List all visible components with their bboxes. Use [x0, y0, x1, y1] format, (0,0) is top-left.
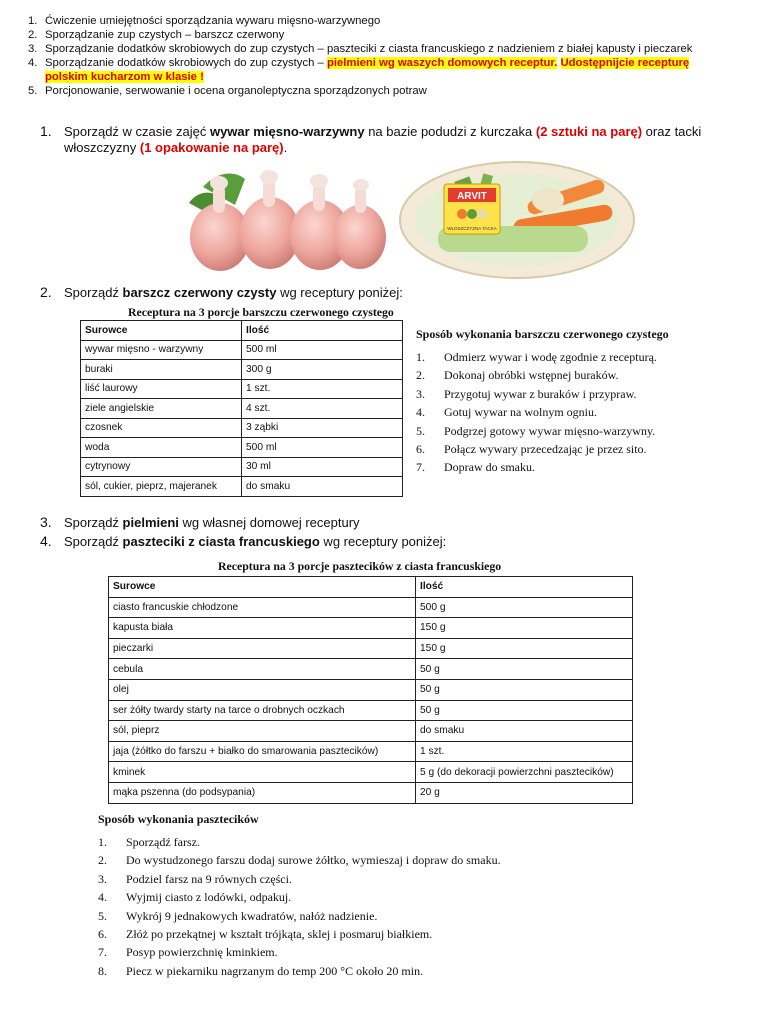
table-row	[109, 597, 633, 618]
task-text: wg receptury poniżej:	[319, 534, 447, 549]
quantity-cell: 50 g	[416, 679, 633, 700]
ingredient-cell: wywar mięsno - warzywny	[81, 340, 242, 360]
intro-item	[8, 84, 753, 98]
ingredient-cell: cytrynowy	[81, 457, 242, 477]
step-text: Wykrój 9 jednakowych kwadratów, nałóż nadzienie.	[126, 908, 378, 923]
step-text: Piecz w piekarniku nagrzanym do temp 200 °C około 20 min.	[126, 963, 424, 978]
ingredient-cell: liść laurowy	[81, 379, 242, 399]
task-number: 1.	[40, 123, 52, 139]
quantity-cell: 500 ml	[242, 340, 403, 360]
quantity-cell: 300 g	[242, 360, 403, 380]
quantity-cell: 150 g	[416, 638, 633, 659]
step-text: Złóż po przekątnej w kształt trójkąta, sklej i posmaruj białkiem.	[126, 927, 433, 942]
ingredient-cell: pieczarki	[109, 638, 416, 659]
task-number: 2.	[40, 284, 52, 300]
table-row	[109, 762, 633, 783]
step-text: Podziel farsz na 9 równych części.	[126, 871, 292, 886]
table-row	[109, 659, 633, 680]
task-text: Sporządź	[64, 285, 123, 300]
task-text: oraz tacki	[642, 124, 702, 139]
ingredient-cell: ciasto francuskie chłodzone	[109, 597, 416, 618]
method-step	[416, 422, 669, 440]
ingredient-cell: mąka pszenna (do podsypania)	[109, 782, 416, 803]
item-text: Ćwiczenie umiejętności sporządzania wywaru mięsno-warzywnego	[45, 15, 381, 27]
table-header-row	[109, 577, 633, 598]
ingredient-cell: czosnek	[81, 418, 242, 438]
task-2	[40, 284, 403, 301]
method-step	[98, 851, 501, 869]
step-number: 6.	[416, 442, 425, 457]
method-step	[416, 458, 669, 476]
task-red-note: (1 opakowanie na parę)	[139, 140, 284, 155]
item-number: 4.	[28, 57, 38, 69]
step-number: 8.	[98, 963, 107, 978]
step-text: Połącz wywary przecedzając je przez sito.	[444, 442, 647, 457]
table-row	[81, 438, 403, 458]
item-text: Sporządzanie dodatków skrobiowych do zup czystych – paszteciki z ciasta francuskiego z nadzieniem z białej kapusty i pieczarek	[45, 43, 693, 55]
step-number: 3.	[416, 386, 425, 401]
quantity-cell: 500 ml	[242, 438, 403, 458]
task-bold: paszteciki z ciasta francuskiego	[122, 534, 320, 549]
barszcz-method	[416, 327, 669, 477]
item-number: 2.	[28, 29, 38, 41]
table-row	[109, 700, 633, 721]
ingredient-cell: buraki	[81, 360, 242, 380]
table-row	[81, 457, 403, 477]
item-text: Sporządzanie zup czystych – barszcz czerwony	[45, 29, 285, 41]
intro-item	[8, 56, 753, 84]
method-step	[98, 907, 501, 925]
paszteciki-recipe-table	[108, 576, 633, 804]
step-text: Sporządź farsz.	[126, 835, 200, 849]
chicken-drumsticks-image	[175, 165, 390, 275]
task-bold: barszcz czerwony czysty	[122, 285, 277, 300]
quantity-cell: Ilość	[416, 577, 633, 598]
paszteciki-method	[98, 812, 501, 980]
table-row	[109, 679, 633, 700]
task-number: 3.	[40, 514, 52, 530]
item-number: 5.	[28, 85, 38, 97]
task-3	[40, 514, 360, 531]
ingredient-cell: Surowce	[81, 321, 242, 341]
method-step	[98, 925, 501, 943]
quantity-cell: 5 g (do dekoracji powierzchni pasztecików)	[416, 762, 633, 783]
task-number: 4.	[40, 533, 52, 549]
task-text: włoszczyzny	[64, 140, 140, 155]
table-row	[109, 721, 633, 742]
method-step	[416, 366, 669, 384]
quantity-cell: 50 g	[416, 700, 633, 721]
ingredient-cell: kapusta biała	[109, 618, 416, 639]
step-text: Dokonaj obróbki wstępnej buraków.	[444, 368, 619, 383]
barszcz-method-title: Sposób wykonania barszczu czerwonego czystego	[416, 327, 669, 341]
step-number: 1.	[98, 835, 107, 849]
highlighted-text: Udostępnijcie recepturę	[560, 57, 690, 69]
ingredient-cell: jaja (żółtko do farszu + białko do smarowania pasztecików)	[109, 741, 416, 762]
step-text: Przygotuj wywar z buraków i przypraw.	[444, 386, 637, 401]
step-text: Podgrzej gotowy wywar mięsno-warzywny.	[444, 423, 656, 438]
task-text: Sporządź w czasie zajęć	[64, 124, 210, 139]
item-text	[45, 56, 753, 84]
highlighted-text: polskim kucharzom w klasie !	[45, 71, 204, 83]
quantity-cell: 1 szt.	[416, 741, 633, 762]
item-text: Porcjonowanie, serwowanie i ocena organoleptyczna sporządzonych potraw	[45, 85, 427, 97]
highlighted-text: pielmieni wg waszych domowych receptur.	[326, 57, 558, 69]
ingredient-cell: olej	[109, 679, 416, 700]
paszteciki-table-title: Receptura na 3 porcje pasztecików z ciasta francuskiego	[218, 559, 502, 573]
quantity-cell: 30 ml	[242, 457, 403, 477]
task-text: wg własnej domowej receptury	[178, 515, 360, 530]
step-text: Wyjmij ciasto z lodówki, odpakuj.	[126, 890, 292, 905]
method-step	[98, 888, 501, 906]
quantity-cell: 150 g	[416, 618, 633, 639]
method-step	[98, 833, 501, 851]
paszteciki-steps-list	[98, 833, 501, 980]
intro-item	[8, 28, 753, 42]
intro-item	[8, 14, 753, 28]
table-row	[81, 379, 403, 399]
step-number: 3.	[98, 871, 107, 886]
step-text: Posyp powierzchnię kminkiem.	[126, 945, 278, 960]
method-step	[416, 385, 669, 403]
table-row	[109, 782, 633, 803]
step-text: Odmierz wywar i wodę zgodnie z recepturą.	[444, 350, 657, 364]
task-bold: pielmieni	[122, 515, 179, 530]
quantity-cell: 1 szt.	[242, 379, 403, 399]
task-bold: wywar mięsno-warzywny	[209, 124, 365, 139]
task-red-note: (2 sztuki na parę)	[535, 124, 643, 139]
task-text: na bazie podudzi z kurczaka	[364, 124, 536, 139]
item-number: 1.	[28, 15, 38, 27]
paszteciki-method-title: Sposób wykonania pasztecików	[98, 812, 259, 826]
task-text: Sporządź	[64, 534, 123, 549]
step-number: 2.	[416, 368, 425, 383]
table-row	[81, 399, 403, 419]
vegetable-tray-image	[398, 160, 636, 280]
step-number: 2.	[98, 853, 107, 868]
method-step	[416, 348, 669, 366]
quantity-cell: Ilość	[242, 321, 403, 341]
step-number: 5.	[416, 423, 425, 438]
quantity-cell: do smaku	[416, 721, 633, 742]
step-number: 6.	[98, 927, 107, 942]
step-text: Dopraw do smaku.	[444, 460, 535, 475]
ingredient-cell: cebula	[109, 659, 416, 680]
step-number: 1.	[416, 350, 425, 364]
task-4	[40, 533, 446, 550]
task-1	[40, 123, 701, 156]
step-number: 4.	[416, 405, 425, 420]
table-row	[109, 618, 633, 639]
step-number: 7.	[98, 945, 107, 960]
quantity-cell: 20 g	[416, 782, 633, 803]
method-step	[98, 870, 501, 888]
method-step	[98, 962, 501, 980]
table-row	[81, 360, 403, 380]
step-number: 4.	[98, 890, 107, 905]
item-number: 3.	[28, 43, 38, 55]
intro-list	[8, 14, 753, 98]
package-sub-label: WŁOSZCZYZNA TACKA	[447, 226, 497, 231]
ingredient-cell: sól, cukier, pieprz, majeranek	[81, 477, 242, 497]
ingredient-cell: Surowce	[109, 577, 416, 598]
task-text: Sporządź	[64, 515, 123, 530]
step-text: Do wystudzonego farszu dodaj surowe żółtko, wymieszaj i dopraw do smaku.	[126, 853, 501, 868]
ingredient-cell: ziele angielskie	[81, 399, 242, 419]
task-text: wg receptury poniżej:	[276, 285, 403, 300]
quantity-cell: 4 szt.	[242, 399, 403, 419]
quantity-cell: 500 g	[416, 597, 633, 618]
package-brand-label: ARVIT	[457, 191, 487, 202]
quantity-cell: 3 ząbki	[242, 418, 403, 438]
ingredient-cell: kminek	[109, 762, 416, 783]
ingredient-cell: ser żółty twardy starty na tarce o drobnych oczkach	[109, 700, 416, 721]
table-row	[81, 477, 403, 497]
barszcz-recipe-table	[80, 320, 403, 497]
quantity-cell: do smaku	[242, 477, 403, 497]
intro-item	[8, 42, 753, 56]
table-row	[81, 418, 403, 438]
method-step	[98, 943, 501, 961]
item-text-prefix: Sporządzanie dodatków skrobiowych do zup czystych –	[45, 57, 327, 69]
task-text: .	[283, 140, 288, 155]
ingredient-cell: woda	[81, 438, 242, 458]
table-row	[109, 638, 633, 659]
step-text: Gotuj wywar na wolnym ogniu.	[444, 405, 597, 420]
method-step	[416, 403, 669, 421]
table-header-row	[81, 321, 403, 341]
ingredient-cell: sól, pieprz	[109, 721, 416, 742]
step-number: 7.	[416, 460, 425, 475]
barszcz-steps-list	[416, 348, 669, 477]
quantity-cell: 50 g	[416, 659, 633, 680]
table-row	[81, 340, 403, 360]
table-row	[109, 741, 633, 762]
step-number: 5.	[98, 908, 107, 923]
method-step	[416, 440, 669, 458]
barszcz-table-title: Receptura na 3 porcje barszczu czerwonego czystego	[128, 305, 394, 319]
